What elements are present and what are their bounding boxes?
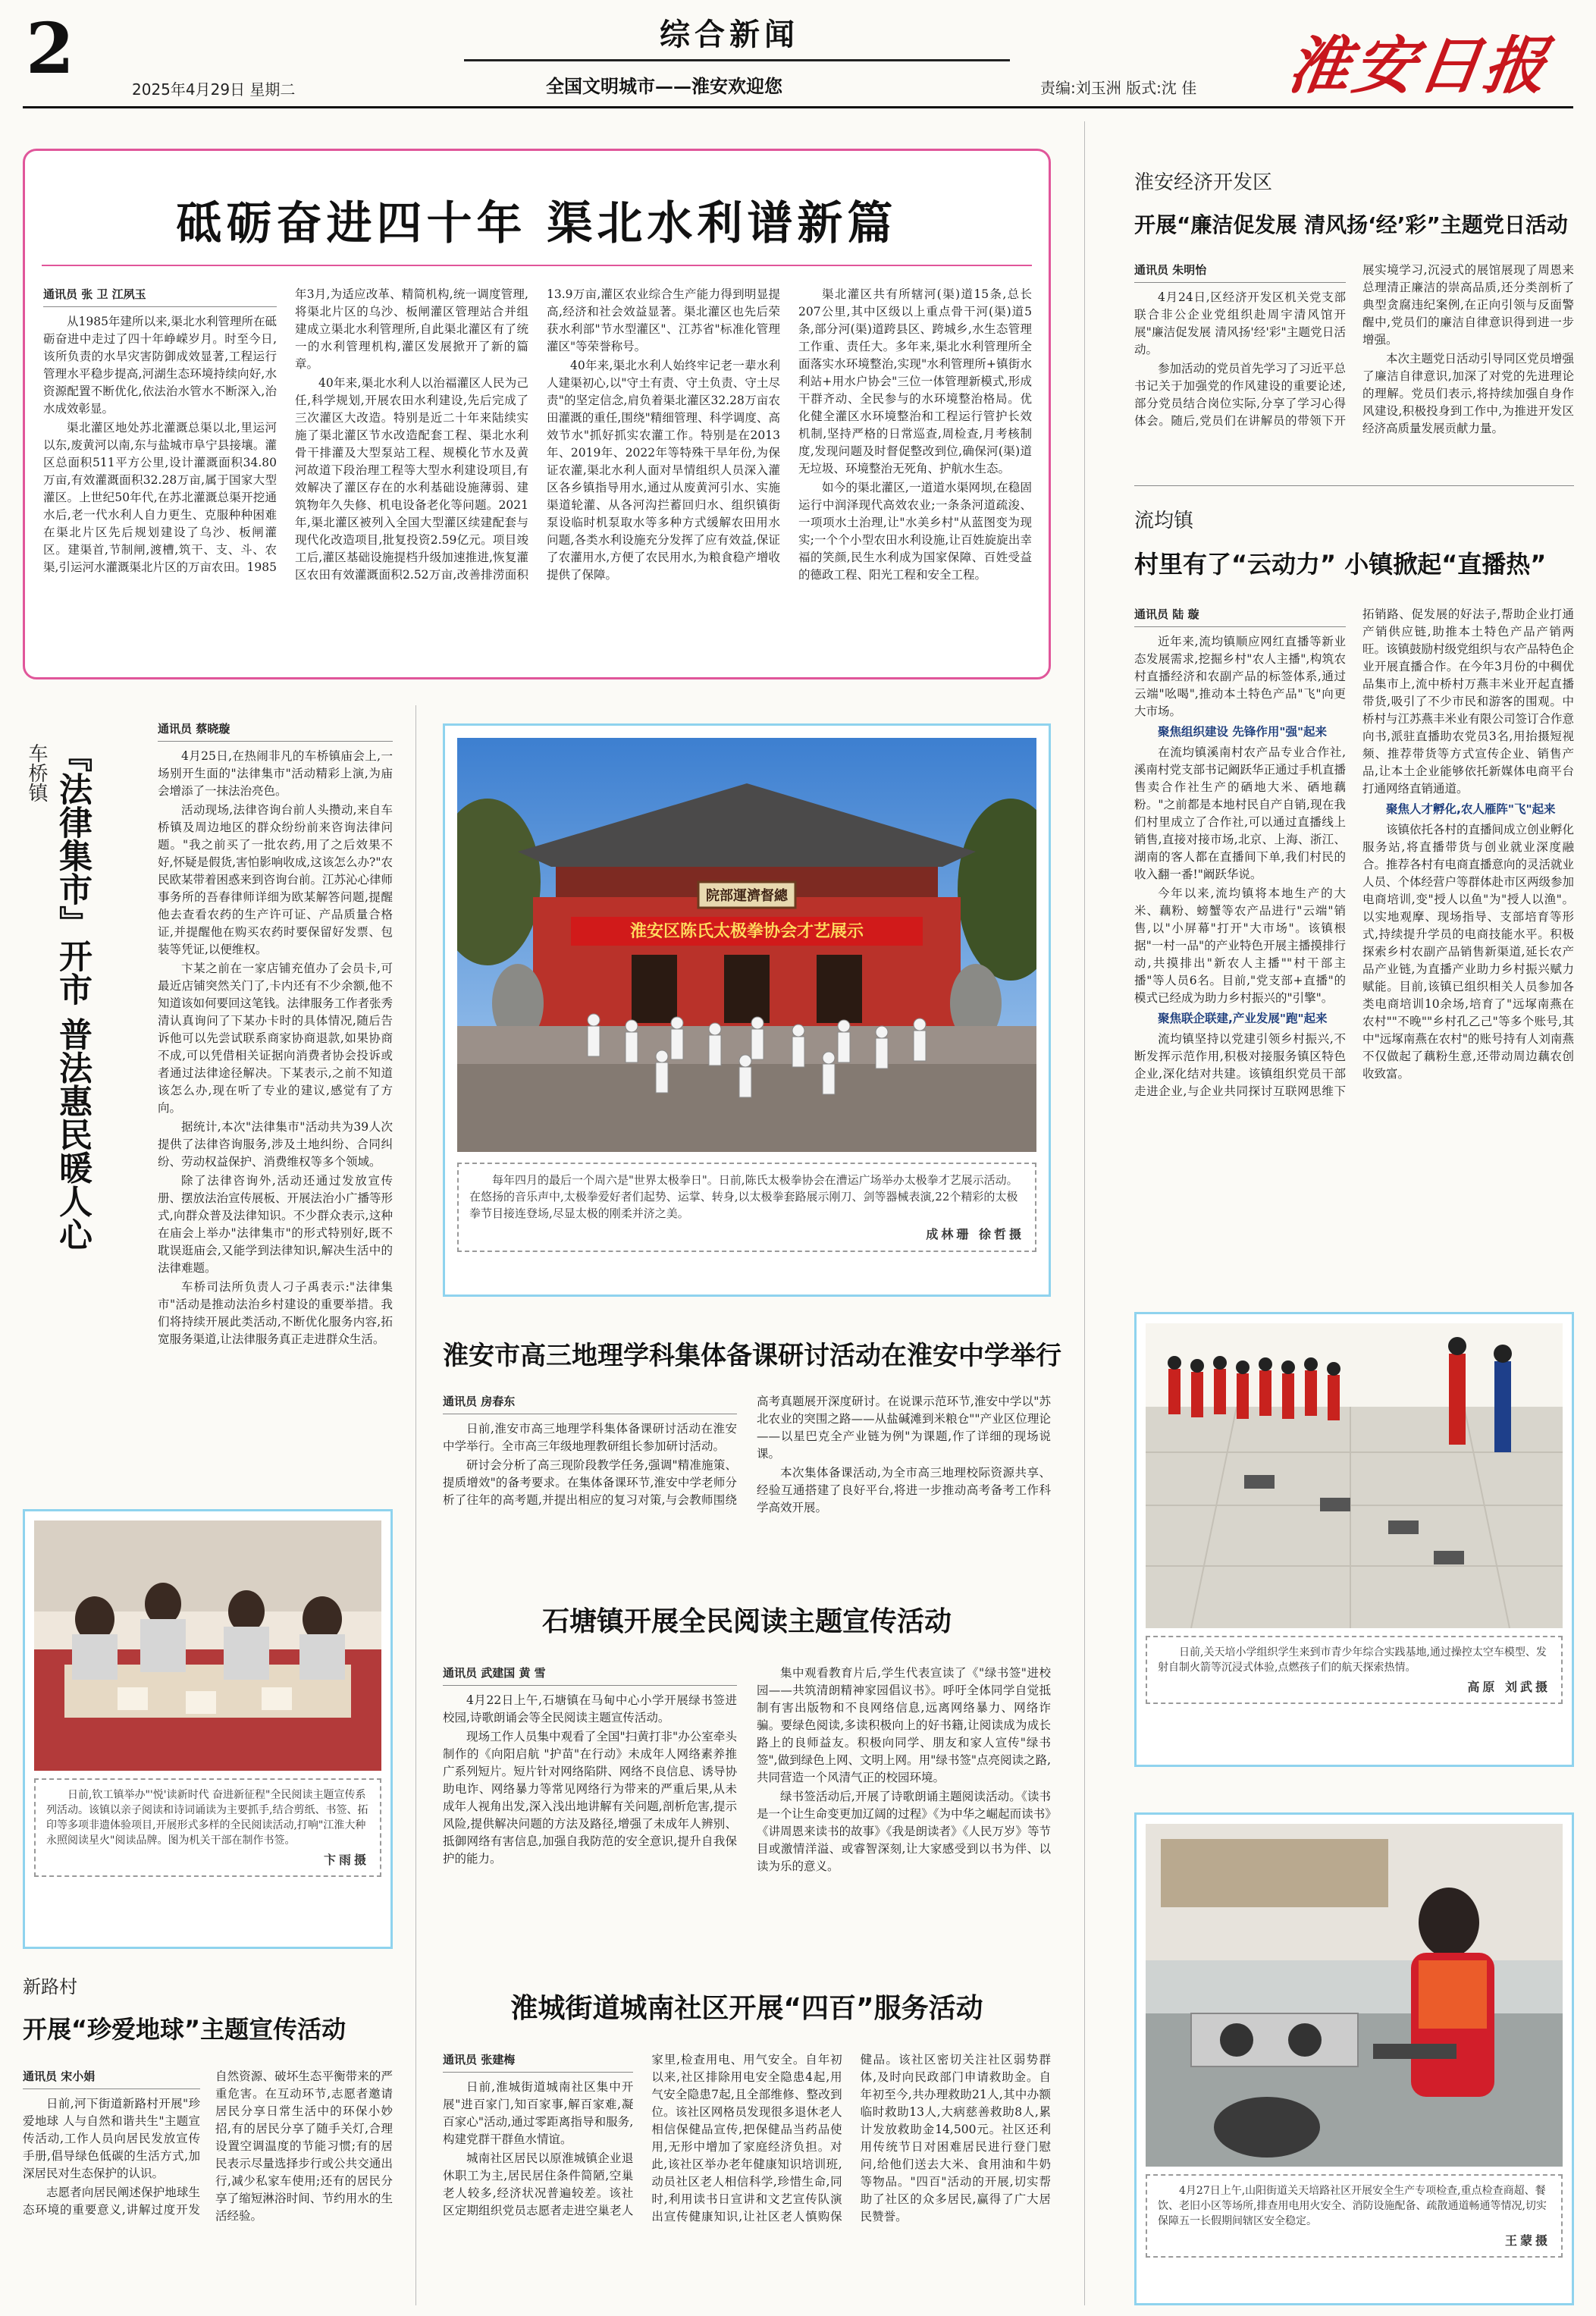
shitang-paragraph: 绿书签活动后,开展了诗歌朗诵主题阅读活动。《读书是一个让生命变更加辽阔的过程》《为中华之崛起而读书》《讲周恩来读书的故事》《我是朗读者》《人民万岁》等节目或激情洋溢、或睿智深刻,让大家感受到以书为伴、以读为乐的意义。: [757, 1790, 1051, 1873]
liujun-location: 流均镇: [1134, 510, 1194, 532]
page-header: [0, 0, 1596, 106]
taiji-photo: [457, 738, 1036, 1152]
airplane-credit: 高原 刘武摄: [1467, 1680, 1551, 1694]
huaicheng-article: [443, 1987, 1051, 2305]
lead-paragraph: 40年来,渠北水利人始终牢记老一辈水利人建渠初心,以"守土有责、守土负责、守土尽责"的坚定信念,肩负着渠北灌区32.28万亩农田灌溉的重任,围绕"精细管理、科学调度、高效节水"抓好抓实农灌工作。特别是在2013年、2019年、2022年等特殊干旱年份,为保证农灌,渠北水利人面对旱情组织人员深入灌区各乡镇指导用水,通过从废黄河引水、实施渠道轮灌、从各河沟拦蓄回归水、组织镇街泵设临时机泵取水等多种方式缓解农田用水问题,各类水利设施充分发挥了应有效益,保证了农灌用水,方便了农民用水,为粮食稳产增收提供了保障。: [547, 359, 780, 582]
exam-body: [443, 1393, 1051, 1545]
airplane-caption-box: [1146, 1636, 1563, 1704]
shitang-article: [443, 1600, 1051, 1964]
law-fair-body: [158, 720, 393, 1479]
liujun-body: [1134, 606, 1574, 1304]
taiji-caption: 每年四月的最后一个周六是"世界太极拳日"。日前,陈氏太极拳协会在漕运广场举办太极拳才艺展示活动。在悠扬的音乐声中,太极拳爱好者们起势、运掌、转身,以太极拳套路展示刚刀、剑等器械表演,22个精彩的太极拳节目接连登场,尽显太极的刚柔并济之美。: [469, 1173, 1018, 1220]
reading-photo: [34, 1520, 381, 1771]
liujun-paragraph: 该镇依托各村的直播间成立创业孵化服务站,将直播带货与创业就业深度融合。推荐各村有电商直播意向的灵活就业人员、个体经营户等群体赴市区两级参加电商培训,变"授人以鱼"为"授人以渔"。以实地观摩、现场指导、支部培育等形式,持续提升学员的电商技能水平。积极探索乡村农副产品销售新渠道,延长农产品产业链,为直播产业助力乡村振兴赋力赋能。目前,该镇已组织相关人员参加各类电商培训10余场,培育了"远塚南燕在农村""不晚""乡村孔乙己"等多个账号,其中"远塚南燕在农村"的账号持有人刘南燕不仅做起了藕粉生意,还带动周边藕农创收致富。: [1362, 823, 1574, 1081]
header-bottom-rule: [23, 106, 1573, 108]
masthead-logo: 淮安日报: [1283, 30, 1554, 102]
liujun-paragraph: 今年以来,流均镇将本地生产的大米、藕粉、螃蟹等农产品进行"云端"销售,以"小屏幕"打开"大市场"。该镇根据"一村一品"的产业特色开展主播摸排行动,共摸排出"新农人主播""村干部主播"等人员6名。目前,"党支部+直播"的模式已经成为助力乡村振兴的"引擎"。: [1134, 887, 1346, 1005]
law-fair-location: 车桥镇: [25, 743, 48, 802]
law-fair-title: 『法律集市』开市 普法惠民暖人心: [53, 739, 92, 1251]
lead-paragraph: 渠北灌区共有所辖河(渠)道15条,总长207公里,其中区级以上重点骨干河(渠)道5条,部分河(渠)道跨县区、跨城乡,水生态管理工作重、责任大。多年来,渠北水利管理所全面落实水环境整治,实现"水利管理所+镇街水利站+用水户协会"三位一体管理新模式,形成干群齐动、全民参与的水环境整治格局。优化健全灌区水环境整治和工程运行管护长效机制,坚持严格的日常巡查,周检查,月考核制度,发现问题及时督促整改到位,确保河(渠)道无垃圾、环境整治无死角、护航水生态。: [798, 287, 1032, 475]
exam-paragraph: 本次集体备课活动,为全市高三地理校际资源共享、经验互通搭建了良好平台,将进一步推动高考备考工作科学高效开展。: [757, 1466, 1051, 1514]
lead-byline: 通讯员 张 卫 江夙玉: [43, 286, 277, 307]
econ-location: 淮安经济开发区: [1134, 171, 1273, 194]
lead-body: [43, 286, 1032, 665]
liujun-paragraph: 流均镇坚持以党建引领乡村振兴,不断发挥示范作用,积极对接服务镇区特色企业,深化结对共建。该镇组织党员干部走进企业,与企业共同探讨互联网思维下拓销路、促发展的好法子,帮助企业打通产销供应链,助推本土特色产品产销两旺。该镇鼓励村级党组织与农产品特色企业开展直播合作。在今年3月份的中稠优品集市上,流中桥村万燕丰米业开起直播带货,吸引了不少市民和游客的围观。中桥村与江苏燕丰米业有限公司签订合作意向书,派驻直播助农党员3名,用抬摄短视频、推荐带货等方式宣传企业、销售产品,让本土企业能够依托新媒体电商平台打通网络直销通道。: [1134, 607, 1574, 1098]
column-rule: [1084, 121, 1085, 2305]
reading-photo-block: [23, 1509, 393, 1949]
econ-paragraph: 4月24日,区经济开发区机关党支部联合非公企业党组织赴周宇清风馆开展"廉洁促发展 清风扬'经'彩"主题党日活动。: [1134, 290, 1346, 356]
lead-paragraph: 如今的渠北灌区,一道道水渠网坝,在稳固运行中润泽现代高效农业;一条条河道疏浚、一项项水土治理,让"水美乡村"从蓝图变为现实;一个个小型农田水利设施,让百姓旋旋出幸福的笑颜,民生水利成为国家保障、百姓受益的德政工程、阳光工程和安全工程。: [798, 481, 1032, 582]
liujun-subhead: 聚焦组织建设 先锋作用"强"起来: [1158, 725, 1328, 739]
huaicheng-body: [443, 2051, 1051, 2294]
shitang-title: 石塘镇开展全民阅读主题宣传活动: [541, 1606, 952, 1637]
econ-paragraph: 本次主题党日活动引导同区党员增强了廉洁自律意识,加深了对党的先进理论的理解。党员们表示,将持续加强自身作风建设,积极投身到工作中,为推进开发区经济高质量发展贡献力量。: [1362, 352, 1574, 435]
lead-paragraph: 渠北灌区地处苏北灌溉总渠以北,里运河以东,废黄河以南,东与盐城市阜宁县接壤。灌区总面积511平方公里,设计灌溉面积34.80万亩,有效灌溉面积32.28万亩,属于国家大型灌区。上世纪50年代,在苏北灌溉总渠开挖通水后,老一代水利人自力更生、克服种种困难在渠北片区先后规划建设了乌沙、板闸灌区。建渠首,节制闸,渡槽,筑干、支、斗、农渠,引运河水灌溉渠北片区的万亩农田。1985年3月,为适应改革、精简机构,统一调度管理,将渠北片区的乌沙、板闸灌区管理站合并组建成立渠北水利管理所,自此渠北灌区有了统一的水利管理机构,灌区发展掀开了新的篇章。: [43, 287, 528, 574]
earth-location: 新路村: [23, 1976, 77, 1997]
liujun-paragraph: 近年来,流均镇顺应网红直播等新业态发展需求,挖掘乡村"农人主播",构筑农村直播经济和农副产品的标签体系,通过云端"吆喝",推动本土特色产品"飞"向更大市场。: [1134, 635, 1346, 718]
exam-paragraph: 日前,淮安市高三地理学科集体备课研讨活动在淮安中学举行。全市高三年级地理教研组长参加研讨活动。: [443, 1422, 737, 1453]
law-fair-paragraph: 卞某之前在一家店铺充值办了会员卡,可最近店铺突然关门了,卡内还有不少余额,他不知道该如何要回这笔钱。法律服务工作者张秀清认真询问了下某办卡时的具体情况,随后告诉他可以先尝试联系商家协商退款,如果协商不成,可以凭借相关证据向消费者协会投诉或者通过法律途径解决。下某表示,之前不知道该怎么办,现在听了专业的建议,感觉有了方向。: [158, 962, 393, 1115]
shitang-body: [443, 1665, 1051, 1953]
date-line: 2025年4月29日 星期二: [132, 80, 296, 99]
lead-article: [23, 149, 1051, 679]
law-fair-paragraph: 车桥司法所负责人刁子禹表示:"法律集市"活动是推动法治乡村建设的重要举措。我们将持续开展此类活动,不断优化服务内容,拓宽服务渠道,让法律服务真正走进群众生活。: [158, 1280, 393, 1346]
law-fair-paragraph: 除了法律咨询外,活动还通过发放宣传册、摆放法治宣传展板、开展法治小广播等形式,向群众普及法律知识。不少群众表示,这种在庙会上举办"法律集市"的形式特别好,既不耽误逛庙会,又能学到法律知识,解决生活中的法律难题。: [158, 1174, 393, 1275]
taiji-signboard: 院部運濟督總: [706, 888, 788, 904]
safety-photo: [1146, 1824, 1563, 2167]
shitang-byline: 通讯员 武建国 黄 雪: [443, 1665, 737, 1686]
taiji-banner: 淮安区陈氏太极拳协会才艺展示: [629, 922, 864, 941]
econ-article: [1134, 167, 1574, 485]
airplane-caption: 日前,关天培小学组织学生来到市青少年综合实践基地,通过操控太空车模型、发射自制火箭等沉浸式体验,点燃孩子们的航天探索热情。: [1158, 1646, 1547, 1674]
reading-caption-box: [34, 1778, 381, 1877]
reading-caption: 日前,钦工镇举办"'悦'读新时代 奋进新征程"全民阅读主题宣传系列活动。该镇以亲子阅读和诗词诵读为主要抓手,结合剪纸、书签、拓印等多项非遗体验项目,开展形式多样的全民阅读活动,打响"江淮大种永照阅读星火"阅读品牌。图为机关干部在制作书签。: [46, 1789, 368, 1847]
safety-photo-block: [1134, 1812, 1574, 2305]
airplane-photo-block: [1134, 1312, 1574, 1767]
exam-paragraph: 研讨会分析了高三现阶段教学任务,强调"精准施策、提质增效"的备考要求。在集体备课环节,淮安中学老师分析了往年的高考题,并提出相应的复习对策,与会教师围绕高考真题展开深度研讨。在说课示范环节,淮安中学以"苏北农业的突围之路——从盐碱滩到米粮仓""产业区位理论——以星巴克全产业链为例"为课题,作了详细的现场说课。: [443, 1395, 1051, 1507]
lead-paragraph: 从1985年建所以来,渠北水利管理所在砥砺奋进中走过了四十年峥嵘岁月。时至今日,该所负责的水旱灾害防御成效显著,工程运行管理水平稳步提高,河湖生态环境持续向好,水资源配置不断优化,依法治水管水不断深入,治水成效彰显。: [43, 315, 277, 416]
econ-paragraph: 参加活动的党员首先学习了习近平总书记关于加强党的作风建设的重要论述,部分党员结合岗位实际,分享了学习心得体会。随后,党员们在讲解员的带领下开展实境学习,沉浸式的展馆展现了周恩来总理清正廉洁的崇高品质,还分类剖析了典型贪腐违纪案例,在正向引领与反面警醒中,党员们的廉洁自律意识得到进一步增强。: [1134, 263, 1574, 428]
huaicheng-paragraph: 城南社区居民以原淮城镇企业退休职工为主,居民居住条件简陋,空巢老人较多,经济状况普遍较差。该社区定期组织党员志愿者走进空巢老人家里,检查用电、用气安全。自年初以来,社区排除用电安全隐患4起,用气安全隐患7起,且全部维修、整改到位。该社区网格员发现很多退休老人相信保健品宣传,把保健品当药品使用,无形中增加了家庭经济负担。对此,该社区举办老年健康知识培训班,动员社区老人相信科学,珍惜生命,同时,利用读书日宣讲和文艺宣传队演出宣传健康知识,让社区老人慎购保健品。该社区密切关注社区弱势群体,及时向民政部门申请救助金。自年初至今,共办理救助21人,其中办额临时救助13人,大病慈善救助8人,累计发放救助金14,500元。社区还利用传统节日对困难居民进行登门慰问,给他们送去大米、食用油和牛奶等物品。"四百"活动的开展,切实帮助了社区的众多居民,赢得了广大居民赞誉。: [443, 2053, 1051, 2223]
liujun-subhead: 聚焦人才孵化,农人雁阵"飞"起来: [1386, 802, 1556, 816]
shitang-paragraph: 现场工作人员集中观看了全国"扫黄打非"办公室牵头制作的《向阳启航 "护苗"在行动》未成年人网络素养推广系列短片。短片针对网络陷阱、网络不良信息、诱导协助电诈、网络暴力等常见网络行为带来的严重后果,从未成年人视角出发,深入浅出地讲解有关问题,剖析危害,提示风险,提供解决问题的方法及路径,增强了未成年人辨别、抵御网络有害信息,加强自我防范的安全意识,提升自我保护的能力。: [443, 1730, 737, 1866]
liujun-subhead: 聚焦联企联建,产业发展"跑"起来: [1158, 1012, 1328, 1025]
earth-article: [23, 1972, 393, 2305]
page-number: 2: [26, 8, 75, 89]
law-fair-paragraph: 据统计,本次"法律集市"活动共为39人次提供了法律咨询服务,涉及土地纠纷、合同纠纷、劳动权益保护、消费维权等多个领域。: [158, 1120, 393, 1169]
earth-byline: 通讯员 宋小娟: [23, 2068, 200, 2089]
liujun-paragraph: 在流均镇溪南村农产品专业合作社,溪南村党支部书记阚跃华正通过手机直播售卖合作社生产的硒地大米、硒地藕粉。"之前都是本地村民自产自销,现在我们村里成立了合作社,可以通过直播线上销售,直接对接市场,北京、上海、浙江、湖南的客人都在直播间下单,我们村民的收入翻一番!"阚跃华说。: [1134, 745, 1347, 881]
law-fair-byline: 通讯员 蔡晓璇: [158, 720, 393, 742]
earth-paragraph: 志愿者向居民阐述保护地球生态环境的重要意义,讲解过度开发自然资源、破坏生态平衡带来的严重危害。在互动环节,志愿者邀请居民分享日常生活中的环保小妙招,有的居民分享了随手关灯,合理设置空调温度的节能习惯;有的居民表示尽量选择步行或公共交通出行,减少私家车使用;还有的居民分享了缩短淋浴时间、节约用水的生活经验。: [23, 2070, 393, 2223]
lead-title: 砥砺奋进四十年 渠北水利谱新篇: [176, 197, 898, 250]
taiji-caption-box: [457, 1163, 1036, 1252]
earth-paragraph: 日前,河下街道新路村开展"珍爱地球 人与自然和谐共生"主题宣传活动,工作人员向居民发放宣传手册,倡导绿色低碳的生活方式,加深居民对生态保护的认识。: [23, 2097, 200, 2180]
econ-body: [1134, 262, 1574, 489]
huaicheng-byline: 通讯员 张建梅: [443, 2051, 633, 2073]
airplane-photo: [1146, 1323, 1563, 1628]
header-rule: [464, 59, 1010, 61]
huaicheng-paragraph: 日前,淮城街道城南社区集中开展"进百家门,知百家事,解百家难,凝百家心"活动,通过零距离指导和服务,构建党群干群鱼水情谊。: [443, 2080, 634, 2146]
liujun-byline: 通讯员 陆 璇: [1134, 606, 1346, 627]
liujun-title: 村里有了“云动力” 小镇掀起“直播热”: [1134, 550, 1547, 579]
huaicheng-title: 淮城街道城南社区开展“四百”服务活动: [510, 1993, 983, 2024]
lead-paragraph: 40年来,渠北水利人以治福灌区人民为己任,科学规划,开展农田水利建设,先后完成了三次灌区大改造。特别是近二十年来陆续实施了渠北灌区节水改造配套工程、渠北水利骨干排灌及大型泵站工程、规模化节水及黄河故道下段治理工程等大型水利建设项目,有效解决了灌区存在的水利基础设施薄弱、建筑物年久失修、机电设备老化等问题。2021年,渠北灌区被列入全国大型灌区续建配套与现代化改造项目,批复投资2.59亿元。项目竣工后,灌区基础设施提档升级加速推进,恢复灌区农田有效灌溉面积2.52万亩,改善排涝面积13.9万亩,灌区农业综合生产能力得到明显提高,经济和社会效益显著。渠北灌区也先后荣获水利部"节水型灌区"、江苏省"标准化管理灌区"等荣誉称号。: [295, 287, 780, 582]
shitang-paragraph: 4月22日上午,石塘镇在马甸中心小学开展绿书签进校园,诗歌朗诵会等全民阅读主题宣传活动。: [443, 1693, 737, 1724]
law-fair-paragraph: 活动现场,法律咨询台前人头攒动,来自车桥镇及周边地区的群众纷纷前来咨询法律问题。"我之前买了一批农药,用了之后效果不好,怀疑是假货,害怕影响收成,这该怎么办?"农民欧某带着困惑来到咨询台前。江苏沁心律师事务所的吾春律师详细为欧某解答问题,提醒他去查看农药的生产许可证、产品质量合格证,并提醒他在购买农药时要保留好发票、包装等凭证,以便维权。: [158, 803, 393, 956]
earth-body: [23, 2068, 393, 2303]
taiji-photo-block: [443, 723, 1051, 1297]
column-rule: [415, 705, 416, 2305]
exam-article: [443, 1335, 1061, 1562]
shitang-paragraph: 集中观看教育片后,学生代表宣读了《"绿书签"进校园——共筑清朗精神家园倡议书》。呼吁全体同学自觉抵制有害出版物和不良网络信息,远离网络暴力、网络诈骗。要绿色阅读,多读积极向上的好书籍,让阅读成为成长路上的良师益友。积极向同学、朋友和家人宣传"绿书签",做到绿色上网、文明上网。用"绿书签"点亮阅读之路,共同营造一个风清气正的校园环境。: [757, 1666, 1051, 1784]
law-fair-paragraph: 4月25日,在热闹非凡的车桥镇庙会上,一场别开生面的"法律集市"活动精彩上演,为庙会增添了一抹法治亮色。: [158, 749, 393, 798]
safety-credit: 王蒙摄: [1504, 2233, 1551, 2248]
section-name: 综合新闻: [660, 17, 799, 52]
lead-title-rule: [42, 265, 1032, 266]
safety-caption: 4月27日上午,山阳街道关天培路社区开展安全生产专项检查,重点检查商超、餐饮、老旧小区等场所,排查用电用火安全、消防设施配备、疏散通道畅通等情况,切实保障五一长假期间辖区安全稳定。: [1158, 2185, 1547, 2227]
reading-credit: 卞雨摄: [323, 1853, 369, 1867]
law-fair-article: [23, 720, 393, 1486]
slogan: 全国文明城市——淮安欢迎您: [546, 75, 782, 97]
liujun-article: [1134, 505, 1574, 1309]
section-rule: [1134, 485, 1574, 486]
econ-byline: 通讯员 朱明怡: [1134, 262, 1346, 283]
exam-title: 淮安市高三地理学科集体备课研讨活动在淮安中学举行: [443, 1341, 1061, 1371]
exam-byline: 通讯员 房春东: [443, 1393, 737, 1414]
editors-line: 责编:刘玉洲 版式:沈 佳: [1040, 79, 1197, 97]
earth-title: 开展“珍爱地球”主题宣传活动: [23, 2015, 346, 2044]
safety-caption-box: [1146, 2174, 1563, 2258]
taiji-credit: 成林珊 徐哲摄: [926, 1227, 1024, 1241]
econ-title: 开展“廉洁促发展 清风扬‘经’彩”主题党日活动: [1134, 212, 1568, 237]
